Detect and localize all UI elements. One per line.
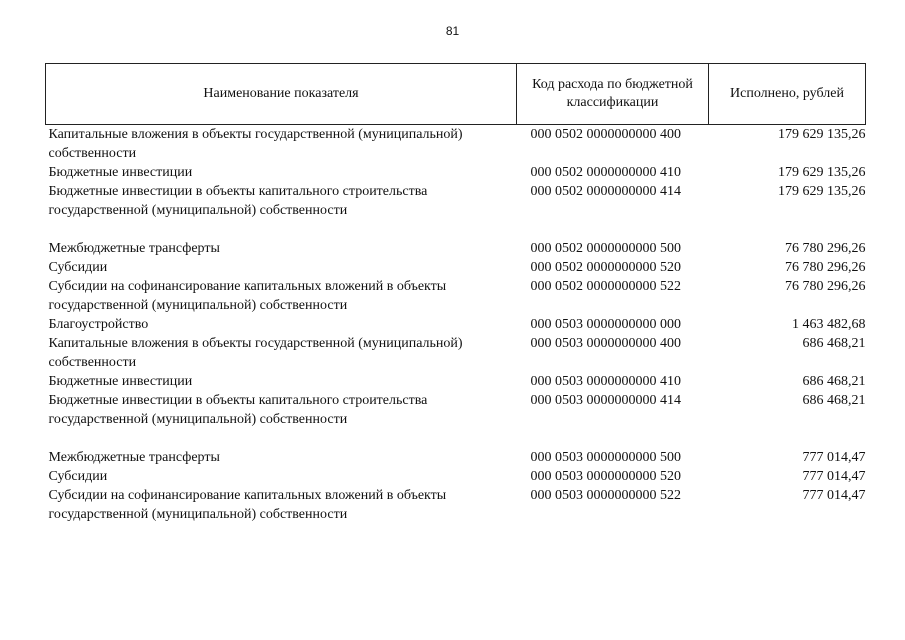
row-name: Межбюджетные трансферты xyxy=(48,241,220,256)
row-name: Бюджетные инвестиции xyxy=(48,374,193,389)
row-name: Благоустройство xyxy=(48,317,149,332)
row-amount: 686 468,21 xyxy=(802,393,866,408)
row-amount: 76 780 296,26 xyxy=(785,279,866,294)
row-amount: 179 629 135,26 xyxy=(778,127,866,142)
row-amount: 76 780 296,26 xyxy=(785,241,866,256)
table-row xyxy=(46,239,866,258)
row-amount: 777 014,47 xyxy=(802,469,866,484)
table-row xyxy=(46,258,866,277)
row-name: Бюджетные инвестиции xyxy=(48,165,193,180)
row-amount: 179 629 135,26 xyxy=(778,184,866,199)
row-amount: 1 463 482,68 xyxy=(792,317,866,332)
table-row xyxy=(46,372,866,391)
table-row xyxy=(46,125,866,164)
row-code: 000 0502 0000000000 410 xyxy=(530,165,681,180)
row-code: 000 0503 0000000000 000 xyxy=(530,317,681,332)
row-name: Субсидии xyxy=(48,260,108,275)
row-amount: 686 468,21 xyxy=(802,336,866,351)
table-row xyxy=(46,277,866,315)
row-amount: 179 629 135,26 xyxy=(778,165,866,180)
row-name: Субсидии xyxy=(48,469,108,484)
row-name: Межбюджетные трансферты xyxy=(48,450,220,465)
table-row xyxy=(46,391,866,429)
table-row xyxy=(46,448,866,467)
row-code: 000 0503 0000000000 520 xyxy=(530,469,681,484)
page-number: 81 xyxy=(445,24,460,38)
row-name: Капитальные вложения в объекты государственной (муниципальной) собственности xyxy=(48,127,463,161)
table-row xyxy=(46,467,866,486)
row-code: 000 0503 0000000000 414 xyxy=(530,393,681,408)
row-code: 000 0503 0000000000 500 xyxy=(530,450,681,465)
table-row xyxy=(46,315,866,334)
budget-execution-table xyxy=(45,63,866,524)
row-code: 000 0503 0000000000 410 xyxy=(530,374,681,389)
row-amount: 76 780 296,26 xyxy=(785,260,866,275)
row-code: 000 0503 0000000000 522 xyxy=(530,488,681,503)
row-code: 000 0502 0000000000 520 xyxy=(530,260,681,275)
row-name: Бюджетные инвестиции в объекты капитального строительства государственной (муниципальной) собственности xyxy=(48,393,428,427)
row-code: 000 0502 0000000000 414 xyxy=(530,184,681,199)
table-row xyxy=(46,182,866,220)
table-spacer-row xyxy=(46,220,866,239)
row-code: 000 0503 0000000000 400 xyxy=(530,336,681,351)
table-row xyxy=(46,334,866,372)
header-expense-code: Код расхода по бюджетной классификации xyxy=(517,64,709,125)
row-name: Субсидии на софинансирование капитальных вложений в объекты государственной (муниципальной) собственности xyxy=(48,279,447,313)
row-name: Бюджетные инвестиции в объекты капитального строительства государственной (муниципальной) собственности xyxy=(48,184,428,218)
row-amount: 777 014,47 xyxy=(802,450,866,465)
row-name: Капитальные вложения в объекты государственной (муниципальной) собственности xyxy=(48,336,463,370)
row-code: 000 0502 0000000000 522 xyxy=(530,279,681,294)
row-code: 000 0502 0000000000 400 xyxy=(530,127,681,142)
row-amount: 686 468,21 xyxy=(802,374,866,389)
header-executed-amount: Исполнено, рублей xyxy=(709,64,866,125)
table-header-row xyxy=(46,64,866,125)
header-indicator-name: Наименование показателя xyxy=(46,64,517,125)
table-row xyxy=(46,163,866,182)
table-row xyxy=(46,486,866,524)
row-code: 000 0502 0000000000 500 xyxy=(530,241,681,256)
row-name: Субсидии на софинансирование капитальных вложений в объекты государственной (муниципальной) собственности xyxy=(48,488,447,522)
row-amount: 777 014,47 xyxy=(802,488,866,503)
table-spacer-row xyxy=(46,429,866,448)
